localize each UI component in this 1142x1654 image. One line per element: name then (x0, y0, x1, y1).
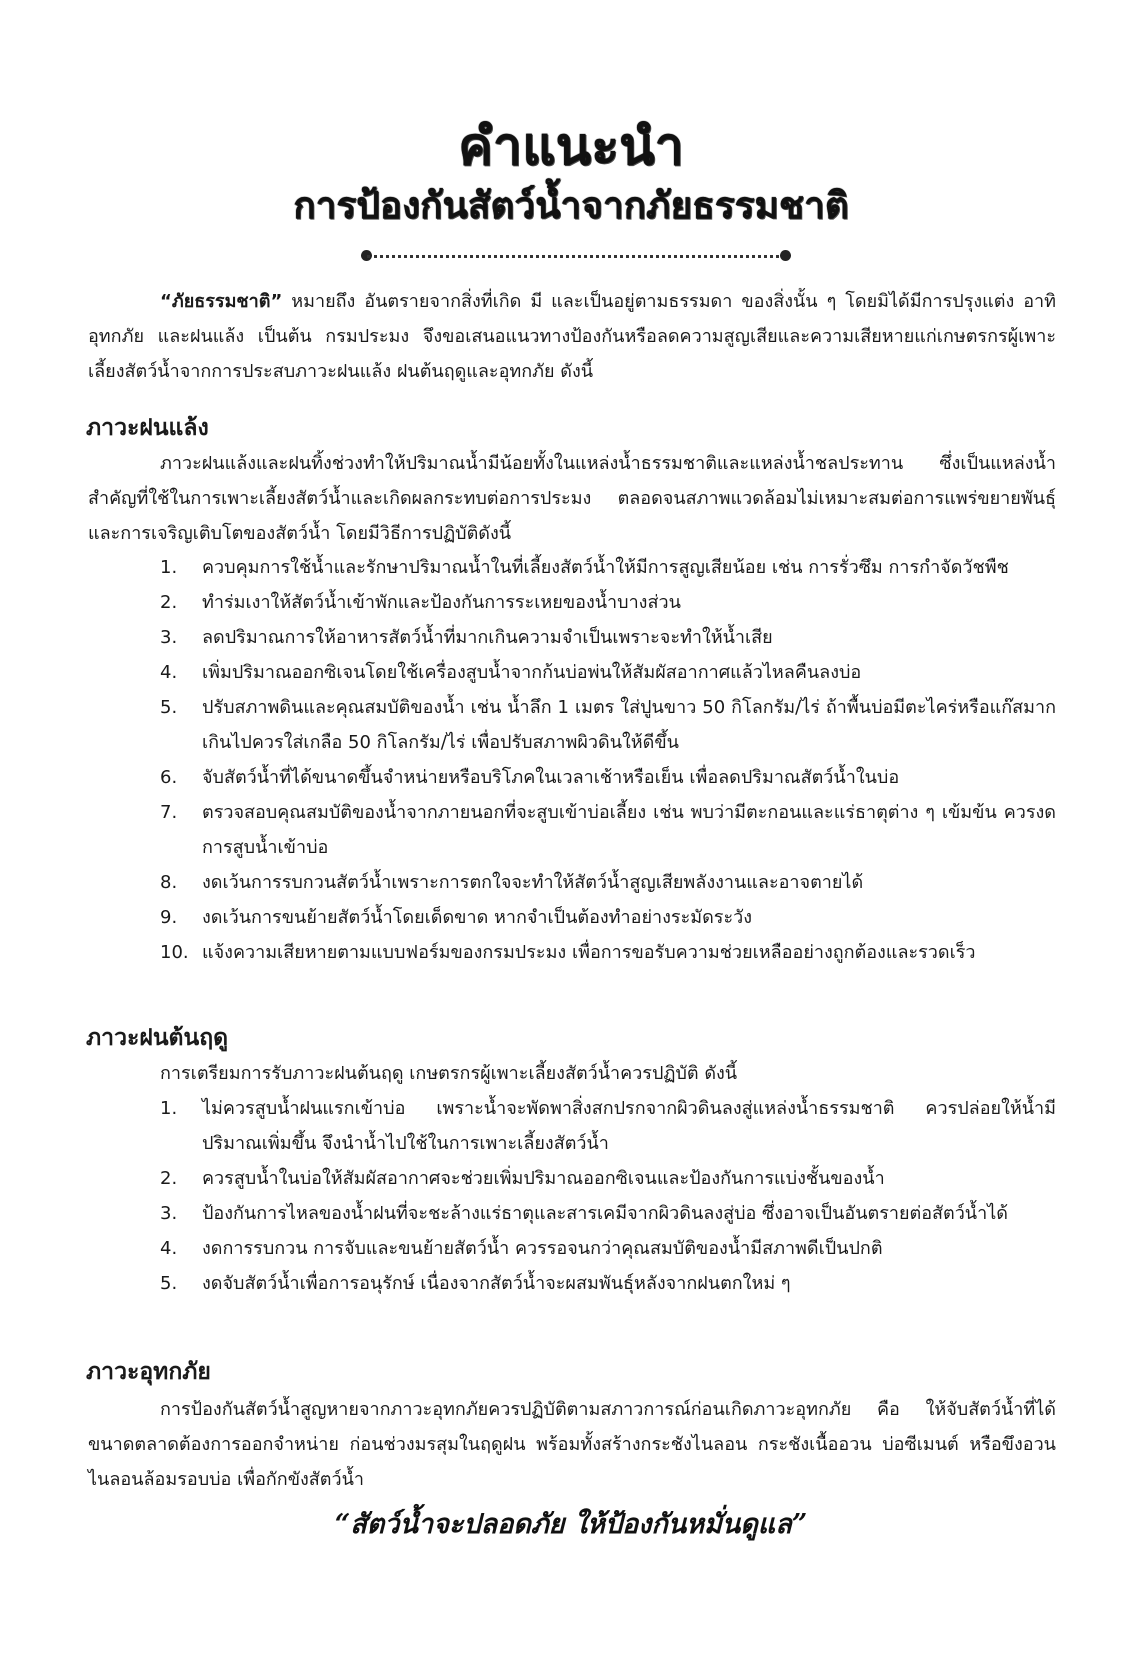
list-item (160, 1266, 1056, 1301)
early-rain-lead: การเตรียมการรับภาวะฝนต้นฤดู เกษตรกรผู้เพาะเลี้ยงสัตว์น้ำควรปฏิบัติ ดังนี้ (160, 1063, 738, 1084)
divider-dotted-line (367, 255, 785, 258)
section-heading-drought: ภาวะฝนแล้ง (86, 415, 209, 441)
list-item-number: 2. (160, 592, 178, 613)
list-item-number: 2. (160, 1168, 178, 1189)
intro-term: “ภัยธรรมชาติ” (160, 291, 283, 312)
list-item-text: แจ้งความเสียหายตามแบบฟอร์มของกรมประมง เพื่อการขอรับความช่วยเหลืออย่างถูกต้องและรวดเร็ว (202, 942, 976, 963)
list-item-text: ลดปริมาณการให้อาหารสัตว์น้ำที่มากเกินความจำเป็นเพราะจะทำให้น้ำเสีย (202, 627, 773, 648)
list-item-text: งดเว้นการรบกวนสัตว์น้ำเพราะการตกใจจะทำให้สัตว์น้ำสูญเสียพลังงานและอาจตายได้ (202, 872, 864, 893)
list-item-text: เพิ่มปริมาณออกซิเจนโดยใช้เครื่องสูบน้ำจากก้นบ่อพ่นให้สัมผัสอากาศแล้วไหลคืนลงบ่อ (202, 662, 862, 683)
list-item-number: 6. (160, 767, 178, 788)
list-item (160, 935, 1056, 970)
list-item-number: 5. (160, 1273, 178, 1294)
list-item (160, 1161, 1056, 1196)
list-item-text: ตรวจสอบคุณสมบัติของน้ำจากภายนอกที่จะสูบเข้าบ่อเลี้ยง เช่น พบว่ามีตะกอนและแร่ธาตุต่าง ๆ เข้มข้น ควรงดการสูบน้ำเข้าบ่อ (202, 802, 1056, 858)
list-item-text: ทำร่มเงาให้สัตว์น้ำเข้าพักและป้องกันการระเหยของน้ำบางส่วน (202, 592, 681, 613)
list-item-number: 3. (160, 627, 178, 648)
title-divider (361, 250, 791, 262)
list-item-number: 3. (160, 1203, 178, 1224)
list-item-number: 7. (160, 802, 178, 823)
list-item (160, 690, 1056, 760)
list-item-number: 9. (160, 907, 178, 928)
list-item-text: ควรสูบน้ำในบ่อให้สัมผัสอากาศจะช่วยเพิ่มปริมาณออกซิเจนและป้องกันการแบ่งชั้นของน้ำ (202, 1168, 885, 1189)
list-item-text: งดเว้นการขนย้ายสัตว์น้ำโดยเด็ดขาด หากจำเป็นต้องทำอย่างระมัดระวัง (202, 907, 753, 928)
page-subtitle: การป้องกันสัตว์น้ำจากภัยธรรมชาติ (293, 184, 849, 227)
list-item-text: งดการรบกวน การจับและขนย้ายสัตว์น้ำ ควรรอจนกว่าคุณสมบัติของน้ำมีสภาพดีเป็นปกติ (202, 1238, 883, 1259)
list-item (160, 900, 1056, 935)
list-item-number: 1. (160, 557, 178, 578)
section-heading-early-rain: ภาวะฝนต้นฤดู (86, 1025, 229, 1051)
list-item (160, 1196, 1056, 1231)
list-item (160, 760, 1056, 795)
drought-paragraph: ภาวะฝนแล้งและฝนทิ้งช่วงทำให้ปริมาณน้ำมีน้อยทั้งในแหล่งน้ำธรรมชาติและแหล่งน้ำชลประทาน ซึ่งเป็นแหล่งน้ำสำคัญที่ใช้ในการเพาะเลี้ยงสัตว์น้ำและเกิดผลกระทบต่อการประมง ตลอดจนสภาพแวดล้อมไม่เหมาะสมต่อการแพร่ขยายพันธุ์และการเจริญเติบโตของสัตว์น้ำ โดยมีวิธีการปฏิบัติดังนี้ (88, 453, 1056, 544)
list-item-number: 1. (160, 1098, 178, 1119)
list-item-text: ควบคุมการใช้น้ำและรักษาปริมาณน้ำในที่เลี้ยงสัตว์น้ำให้มีการสูญเสียน้อย เช่น การรั่วซึม การกำจัดวัชพืช (202, 557, 1009, 578)
page-title: คำแนะนำ (458, 117, 684, 177)
closing-slogan: “สัตว์น้ำจะปลอดภัย ให้ป้องกันหมั่นดูแล” (334, 1509, 808, 1540)
divider-dot-right (780, 250, 791, 261)
drought-list (160, 550, 1056, 970)
list-item (160, 795, 1056, 865)
intro-text: หมายถึง อันตรายจากสิ่งที่เกิด มี และเป็นอยู่ตามธรรมดา ของสิ่งนั้น ๆ โดยมิได้มีการปรุงแต่ง อาทิ อุทกภัย และฝนแล้ง เป็นต้น กรมประมง จึงขอเสนอแนวทางป้องกันหรือลดความสูญเสียและความเสียหายแก่เกษตรกรผู้เพาะเลี้ยงสัตว์น้ำจากการประสบภาวะฝนแล้ง ฝนต้นฤดูและอุทกภัย ดังนี้ (88, 291, 1056, 382)
list-item-text: ไม่ควรสูบน้ำฝนแรกเข้าบ่อ เพราะน้ำจะพัดพาสิ่งสกปรกจากผิวดินลงสู่แหล่งน้ำธรรมชาติ ควรปล่อยให้น้ำมีปริมาณเพิ่มขึ้น จึงนำน้ำไปใช้ในการเพาะเลี้ยงสัตว์น้ำ (202, 1098, 1056, 1154)
list-item-number: 4. (160, 662, 178, 683)
list-item-number: 5. (160, 697, 178, 718)
list-item (160, 655, 1056, 690)
section-heading-flood: ภาวะอุทกภัย (86, 1359, 211, 1385)
intro-paragraph (88, 284, 1056, 389)
list-item-number: 10. (160, 942, 189, 963)
list-item-number: 8. (160, 872, 178, 893)
list-item-text: ปรับสภาพดินและคุณสมบัติของน้ำ เช่น น้ำลึก 1 เมตร ใส่ปูนขาว 50 กิโลกรัม/ไร่ ถ้าพื้นบ่อมีตะไคร่หรือแก๊สมากเกินไปควรใส่เกลือ 50 กิโลกรัม/ไร่ เพื่อปรับสภาพผิวดินให้ดีขึ้น (202, 697, 1056, 753)
list-item (160, 585, 1056, 620)
list-item-number: 4. (160, 1238, 178, 1259)
list-item (160, 1091, 1056, 1161)
list-item (160, 865, 1056, 900)
list-item-text: จับสัตว์น้ำที่ได้ขนาดขึ้นจำหน่ายหรือบริโภคในเวลาเช้าหรือเย็น เพื่อลดปริมาณสัตว์น้ำในบ่อ (202, 767, 900, 788)
list-item (160, 1231, 1056, 1266)
list-item-text: ป้องกันการไหลของน้ำฝนที่จะชะล้างแร่ธาตุและสารเคมีจากผิวดินลงสู่บ่อ ซึ่งอาจเป็นอันตรายต่อสัตว์น้ำได้ (202, 1203, 1008, 1224)
list-item (160, 620, 1056, 655)
early-rain-list (160, 1091, 1056, 1301)
list-item-text: งดจับสัตว์น้ำเพื่อการอนุรักษ์ เนื่องจากสัตว์น้ำจะผสมพันธุ์หลังจากฝนตกใหม่ ๆ (202, 1273, 791, 1294)
flood-paragraph: การป้องกันสัตว์น้ำสูญหายจากภาวะอุทกภัยควรปฏิบัติตามสภาวการณ์ก่อนเกิดภาวะอุทกภัย คือ ให้จับสัตว์น้ำที่ได้ขนาดตลาดต้องการออกจำหน่าย ก่อนช่วงมรสุมในฤดูฝน พร้อมทั้งสร้างกระชังไนลอน กระชังเนื้ออวน บ่อซีเมนต์ หรือขึงอวนไนลอนล้อมรอบบ่อ เพื่อกักขังสัตว์น้ำ (88, 1399, 1056, 1490)
list-item (160, 550, 1056, 585)
